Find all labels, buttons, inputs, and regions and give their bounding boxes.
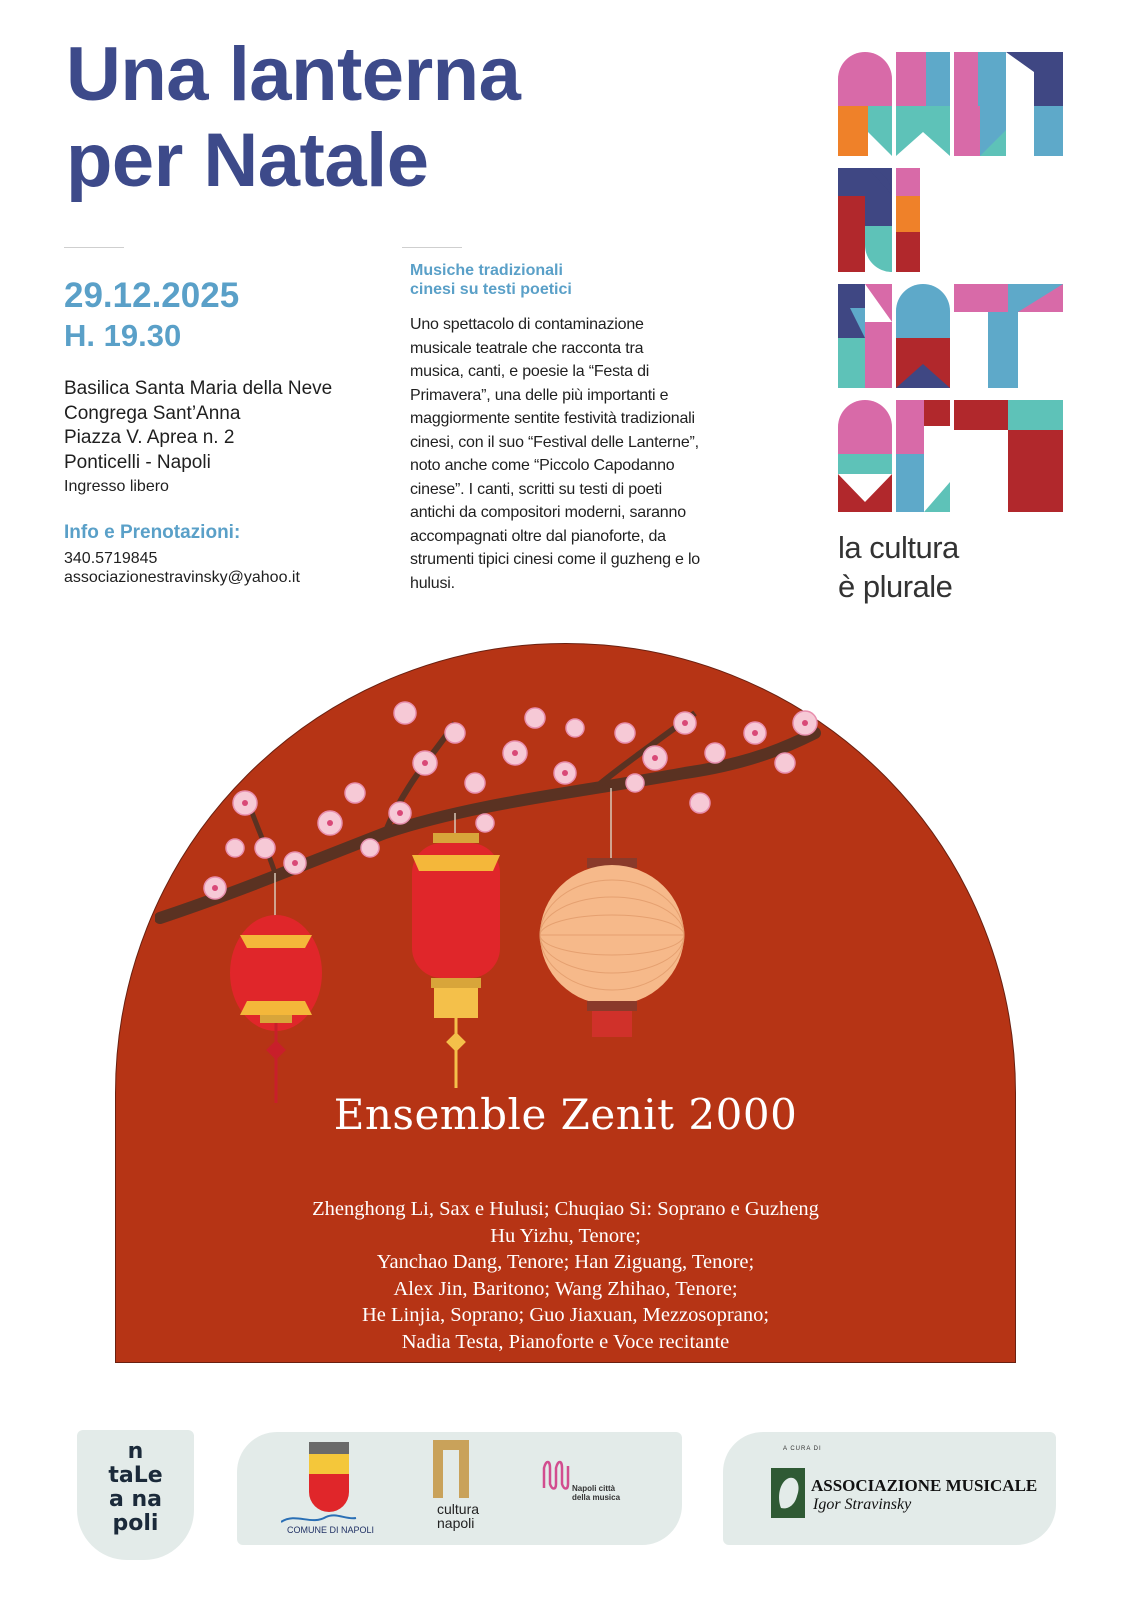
performer-line: He Linjia, Soprano; Guo Jiaxuan, Mezzosoprano; [361,1304,770,1326]
venue-line: Basilica Santa Maria della Neve [64,378,333,399]
email-address[interactable]: associazionestravinsky@yahoo.it [64,569,300,586]
divider-left [64,247,124,248]
divider-middle [402,247,462,248]
comune-label: COMUNE DI NAPOLI [287,1525,375,1535]
a-cura-di-label: A CURA DI [783,1446,822,1452]
info-heading: Info e Prenotazioni: [64,522,241,543]
venue-line: Piazza V. Aprea n. 2 [64,427,235,448]
venue-line: Ponticelli - Napoli [64,451,211,473]
title-line-2: per Natale [66,118,429,203]
sponsor-logos-panel [237,1432,682,1545]
arch-panel [115,643,1016,1363]
performer-line: Nadia Testa, Pianoforte e Voce recitante [401,1330,730,1353]
natale-line: n [127,1439,144,1464]
napmus-line-1: Napoli città [572,1484,616,1493]
napoli-musica-label [572,1484,620,1502]
natale-line: a na [108,1487,162,1512]
natale-a-napoli-logo [77,1430,194,1560]
napmus-line-2: della musica [572,1493,621,1502]
performers-list [115,1196,1016,1355]
ensemble-name: Ensemble Zenit 2000 [333,1090,798,1139]
logo-tagline [838,528,959,606]
comune-crest-icon [305,1442,353,1520]
subtitle-line-1: Musiche tradizionali [410,262,563,279]
music-city-icon [542,1460,574,1492]
title-line-1: Una lanterna [66,32,521,117]
natale-line: taLe [108,1463,163,1488]
organizer-panel [723,1432,1056,1545]
description-subtitle [410,261,670,299]
cultura-napoli-icon [433,1440,469,1498]
venue-line: Congrega Sant’Anna [64,402,241,424]
performer-line: Alex Jin, Baritono; Wang Zhihao, Tenore; [393,1277,738,1300]
event-venue [64,377,332,475]
poster-title [66,32,520,204]
tagline-line-2: è plurale [838,569,953,604]
wave-icon [281,1512,381,1526]
cultura-line-1: cultura [437,1501,480,1517]
performer-line: Yanchao Dang, Tenore; Han Ziguang, Tenore; [376,1251,755,1273]
lantern-illustration [155,673,855,1133]
event-date: 29.12.2025 [64,276,240,315]
cultura-line-2: napoli [437,1515,475,1531]
phone-number[interactable]: 340.5719845 [64,550,158,567]
subtitle-line-2: cinesi su testi poetici [410,281,572,298]
performer-line: Hu Yizhu, Tenore; [490,1224,641,1247]
description-body: Uno spettacolo di contaminazione musicale teatrale che racconta tra musica, canti, e poesie la “Festa di Primavera”, una delle più importanti e maggiormente sentite festività tradizionali cinesi, con il suo “Festival delle Lanterne”, noto anche come “Piccolo Capodanno cinese”. I canti, scritti su testi di poeti antichi da compositori moderni, saranno accompagnati oltre dal pianoforte, da strumenti tipici cinesi come il guzheng e lo hulusi. [410,316,701,592]
association-name: ASSOCIAZIONE MUSICALE [811,1476,1038,1495]
tagline-line-1: la cultura [838,530,959,565]
contact-block [64,549,300,587]
entry-note: Ingresso libero [64,478,169,495]
cultura-napoli-label [437,1502,479,1530]
altri-natali-logo [838,52,1063,512]
natale-logo-text [77,1440,194,1536]
association-subname: Igor Stravinsky [813,1496,912,1513]
stravinsky-portrait-icon [771,1468,805,1518]
performer-line: Zhenghong Li, Sax e Hulusi; Chuqiao Si: Soprano e Guzheng [312,1198,819,1220]
event-time: H. 19.30 [64,318,182,353]
natale-line: poli [112,1511,159,1536]
